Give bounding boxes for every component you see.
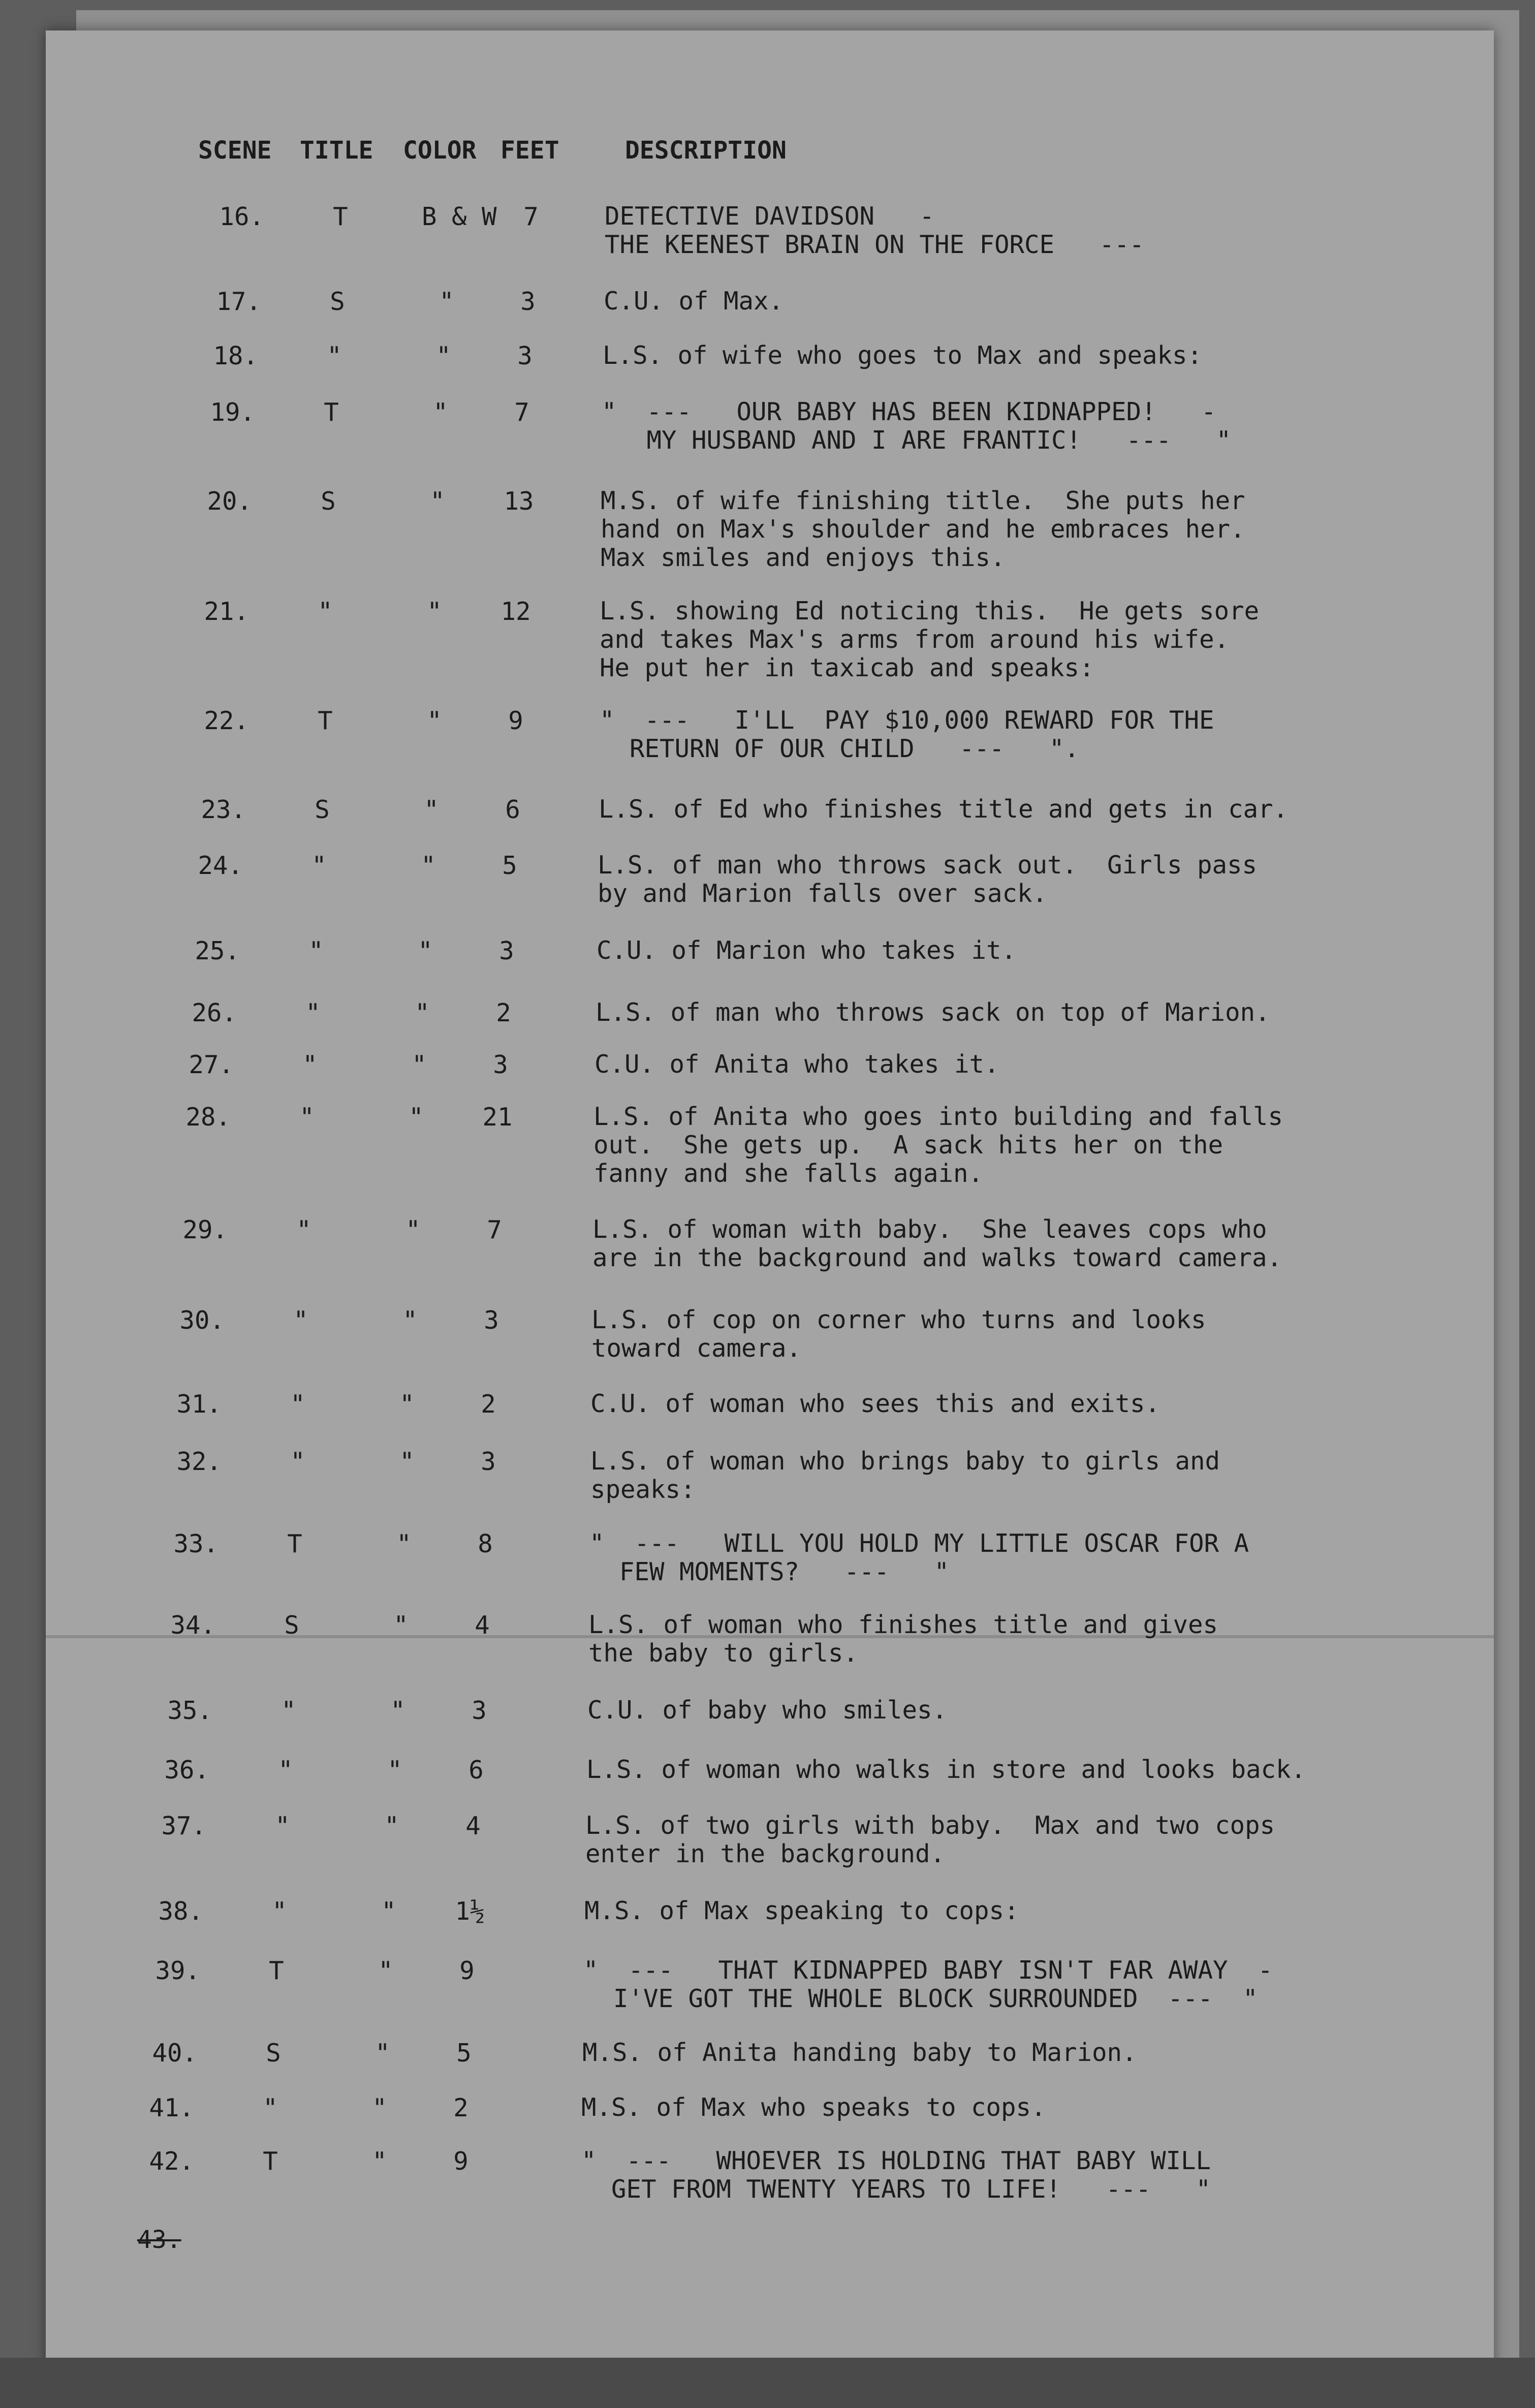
scene-description: L.S. of woman who finishes title and gives the baby to girls. [588, 1610, 1218, 1668]
scene-title-type: " [327, 341, 342, 370]
scene-title-type: " [311, 851, 327, 880]
scene-description: L.S. of Ed who finishes title and gets in car. [599, 795, 1289, 824]
scene-color: " [375, 2039, 390, 2068]
scene-description: L.S. of man who throws sack on top of Marion. [596, 998, 1270, 1027]
scene-description: " --- I'LL PAY $10,000 REWARD FOR THE RETURN OF OUR CHILD --- ". [600, 706, 1214, 763]
header-feet: FEET [500, 136, 559, 165]
scene-number: 39. [155, 1956, 200, 1985]
scene-color: " [418, 936, 433, 965]
scene-color: B & W [422, 202, 497, 231]
scene-feet: 3 [520, 287, 536, 316]
scene-feet: 6 [505, 795, 520, 824]
scene-description: M.S. of Max speaking to cops: [584, 1896, 1019, 1925]
scene-description: L.S. of man who throws sack out. Girls pass by and Marion falls over sack. [598, 851, 1258, 908]
scene-feet: 3 [484, 1306, 499, 1335]
scene-description: DETECTIVE DAVIDSON - THE KEENEST BRAIN ON THE FORCE --- [605, 202, 1145, 259]
scene-description: C.U. of woman who sees this and exits. [590, 1389, 1161, 1418]
scene-number: 30. [179, 1306, 225, 1335]
scene-feet: 7 [514, 398, 529, 427]
header-title: TITLE [300, 136, 373, 165]
scene-color: " [384, 1811, 399, 1840]
scene-color: " [415, 998, 430, 1027]
scene-number: 35. [167, 1696, 212, 1725]
last-scene-number: 43. [137, 2226, 181, 2254]
scene-color: " [393, 1611, 409, 1640]
scene-description: C.U. of Marion who takes it. [597, 936, 1017, 965]
scene-color: " [372, 2147, 387, 2176]
scene-number: 24. [198, 851, 243, 880]
scene-color: " [399, 1390, 415, 1419]
scene-description: M.S. of Anita handing baby to Marion. [582, 2038, 1137, 2067]
scene-feet: 2 [481, 1390, 496, 1419]
scene-number: 19. [210, 398, 255, 427]
scene-feet: 9 [453, 2147, 468, 2176]
scene-feet: 5 [502, 851, 517, 880]
scene-number: 33. [173, 1529, 218, 1558]
scene-feet: 13 [504, 487, 534, 516]
scene-color: " [439, 287, 454, 316]
scene-feet: 6 [468, 1756, 484, 1785]
scene-number: 26. [192, 998, 237, 1027]
scene-feet: 3 [499, 936, 514, 965]
scene-number: 42. [149, 2147, 194, 2176]
scene-color: " [399, 1447, 415, 1476]
scene-number: 31. [176, 1390, 222, 1419]
scene-feet: 8 [478, 1529, 493, 1558]
scene-description: M.S. of Max who speaks to cops. [581, 2093, 1046, 2122]
scene-feet: 7 [523, 202, 539, 231]
scene-title-type: S [315, 795, 330, 824]
scene-number: 16. [219, 202, 264, 231]
scene-number: 23. [201, 795, 246, 824]
column-header [0, 136, 1535, 172]
scene-title-type: " [263, 2093, 278, 2122]
scene-description: L.S. showing Ed noticing this. He gets sore and takes Max's arms from around his wife. He put her in taxicab and speaks: [600, 597, 1260, 682]
scene-description: L.S. of cop on corner who turns and looks toward camera. [591, 1305, 1206, 1363]
scene-feet: 21 [482, 1103, 513, 1132]
scene-title-type: " [302, 1050, 318, 1079]
scene-description: " --- THAT KIDNAPPED BABY ISN'T FAR AWAY - I'VE GOT THE WHOLE BLOCK SURROUNDED --- " [583, 1956, 1273, 2013]
scene-color: " [378, 1956, 393, 1985]
scene-description: " --- OUR BABY HAS BEEN KIDNAPPED! - MY HUSBAND AND I ARE FRANTIC! --- " [602, 397, 1232, 455]
scene-feet: 9 [459, 1956, 475, 1985]
scene-feet: 4 [475, 1611, 490, 1640]
header-color: COLOR [403, 136, 477, 165]
scene-title-type: " [290, 1390, 305, 1419]
scene-title-type: T [263, 2147, 278, 2176]
scene-description: L.S. of wife who goes to Max and speaks: [603, 341, 1203, 370]
scene-number: 21. [204, 597, 249, 626]
scene-number: 28. [185, 1103, 231, 1132]
scene-number: 17. [216, 287, 261, 316]
scene-feet: 12 [500, 597, 531, 626]
scene-title-type: " [308, 936, 324, 965]
scene-feet: 3 [517, 341, 532, 370]
scene-title-type: S [266, 2039, 281, 2068]
scene-title-type: S [284, 1611, 299, 1640]
scene-color: " [427, 706, 442, 735]
scene-description: " --- WHOEVER IS HOLDING THAT BABY WILL GET FROM TWENTY YEARS TO LIFE! --- " [581, 2146, 1211, 2204]
scene-title-type: S [321, 487, 336, 516]
scene-color: " [424, 795, 439, 824]
scene-feet: 3 [493, 1050, 508, 1079]
header-scene: SCENE [198, 136, 272, 165]
scene-color: " [427, 597, 442, 626]
scene-feet: 5 [456, 2039, 472, 2068]
scene-title-type: " [299, 1103, 315, 1132]
scene-number: 41. [149, 2093, 194, 2122]
scene-color: " [430, 487, 445, 516]
scene-title-type: " [305, 998, 321, 1027]
scene-description: L.S. of woman who walks in store and looks back. [586, 1755, 1306, 1784]
scene-color: " [421, 851, 436, 880]
scene-title-type: " [318, 597, 333, 626]
scene-number: 27. [189, 1050, 234, 1079]
scene-title-type: S [330, 287, 345, 316]
scene-description: L.S. of Anita who goes into building and falls out. She gets up. A sack hits her on the fanny and she falls again. [593, 1102, 1283, 1188]
scene-color: " [381, 1897, 396, 1926]
scene-color: " [396, 1529, 412, 1558]
scene-description: L.S. of two girls with baby. Max and two cops enter in the background. [585, 1811, 1275, 1868]
scene-color: " [412, 1050, 427, 1079]
scene-description: " --- WILL YOU HOLD MY LITTLE OSCAR FOR A FEW MOMENTS? --- " [589, 1529, 1249, 1586]
scene-description: C.U. of Max. [604, 287, 784, 316]
scene-color: " [433, 398, 448, 427]
scene-feet: 2 [496, 998, 511, 1027]
scene-number: 20. [207, 487, 252, 516]
scene-title-type: " [275, 1811, 290, 1840]
header-description: DESCRIPTION [625, 136, 787, 165]
scene-title-type: T [333, 202, 348, 231]
scene-feet: 9 [508, 706, 523, 735]
scene-description: C.U. of baby who smiles. [587, 1696, 948, 1725]
scene-feet: 1½ [455, 1897, 485, 1926]
scene-description: L.S. of woman who brings baby to girls and speaks: [590, 1447, 1220, 1504]
scene-description: M.S. of wife finishing title. She puts her hand on Max's shoulder and he embraces her. Max smiles and enjoys this. [601, 486, 1245, 572]
scene-feet: 7 [487, 1215, 502, 1244]
scene-color: " [436, 341, 451, 370]
scene-number: 34. [170, 1611, 215, 1640]
scene-feet: 4 [465, 1811, 481, 1840]
scene-number: 25. [195, 936, 240, 965]
scene-color: " [409, 1103, 424, 1132]
scene-feet: 3 [481, 1447, 496, 1476]
scene-number: 32. [176, 1447, 222, 1476]
scene-feet: 2 [453, 2093, 468, 2122]
scene-color: " [372, 2093, 387, 2122]
scene-color: " [405, 1215, 421, 1244]
scene-title-type: " [278, 1756, 293, 1785]
scene-number: 37. [161, 1811, 206, 1840]
scan-edge [0, 2358, 1535, 2408]
scene-number: 18. [213, 341, 258, 370]
scene-number: 22. [204, 706, 249, 735]
scene-color: " [387, 1756, 402, 1785]
scene-color: " [402, 1306, 418, 1335]
scene-title-type: " [290, 1447, 305, 1476]
scene-color: " [390, 1696, 405, 1725]
scene-number: 36. [164, 1756, 209, 1785]
scene-number: 29. [182, 1215, 228, 1244]
scene-title-type: T [324, 398, 339, 427]
scene-description: L.S. of woman with baby. She leaves cops who are in the background and walks toward camera. [592, 1215, 1282, 1272]
scene-title-type: T [287, 1529, 302, 1558]
scene-number: 38. [158, 1897, 203, 1926]
scene-title-type: " [281, 1696, 296, 1725]
scene-title-type: " [272, 1897, 287, 1926]
scene-number: 40. [152, 2039, 197, 2068]
scene-description: C.U. of Anita who takes it. [594, 1050, 999, 1079]
scene-title-type: " [293, 1306, 308, 1335]
scene-feet: 3 [472, 1696, 487, 1725]
scene-title-type: T [318, 706, 333, 735]
scene-title-type: " [296, 1215, 311, 1244]
typewritten-page [46, 30, 1494, 2368]
scene-title-type: T [269, 1956, 284, 1985]
